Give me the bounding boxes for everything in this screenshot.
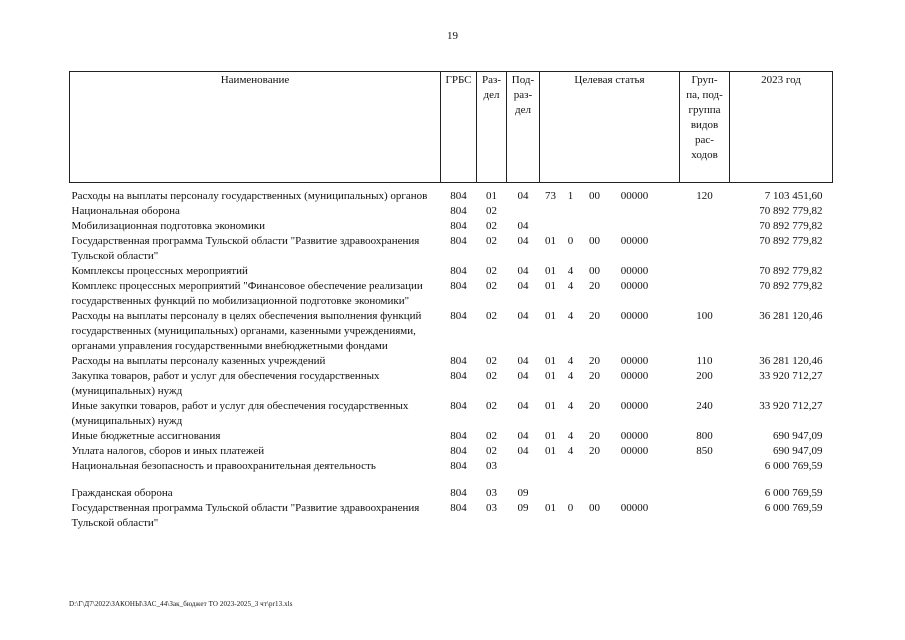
cell-podrazdel	[507, 459, 540, 474]
cell-razdel: 02	[486, 370, 497, 382]
table-row	[70, 459, 833, 474]
cell-target-program: 01	[545, 400, 556, 412]
cell-amount: 6 000 769,59	[764, 487, 823, 499]
cell-podrazdel: 04	[517, 190, 529, 202]
table-row	[70, 429, 833, 444]
cell-blank	[660, 486, 680, 501]
cell-podrazdel: 09	[517, 487, 529, 499]
cell-razdel: 02	[486, 430, 497, 442]
cell-target-direction: 00000	[620, 265, 649, 277]
cell-blank	[660, 429, 680, 444]
cell-target-direction: 00000	[620, 445, 649, 457]
cell-grbs: 804	[450, 355, 467, 367]
cell-target-program: 01	[545, 430, 556, 442]
cell-target-type: 4	[567, 400, 574, 412]
cell-target-program	[540, 219, 562, 234]
cell-expense-type	[680, 234, 730, 264]
cell-target-program: 01	[545, 445, 556, 457]
cell-grbs: 804	[450, 487, 467, 499]
cell-target-group: 20	[589, 310, 600, 322]
page-number: 19	[447, 30, 458, 42]
cell-razdel: 03	[486, 487, 497, 499]
header-podrazdel	[507, 72, 540, 183]
cell-expense-type	[680, 486, 730, 501]
cell-target-program: 01	[545, 310, 556, 322]
cell-podrazdel: 04	[517, 310, 529, 322]
cell-expense-type	[680, 501, 730, 531]
cell-target-direction: 00000	[620, 502, 649, 514]
cell-blank	[660, 189, 680, 204]
cell-target-program: 01	[545, 265, 556, 277]
cell-target-direction: 00000	[620, 370, 649, 382]
cell-razdel: 02	[486, 205, 497, 217]
cell-blank	[660, 369, 680, 399]
cell-expense-type: 110	[696, 355, 713, 367]
cell-podrazdel: 04	[517, 430, 529, 442]
header-year	[730, 72, 833, 183]
header-name	[70, 72, 441, 183]
cell-amount: 70 892 779,82	[759, 235, 823, 247]
cell-amount: 36 281 120,46	[759, 310, 823, 322]
header-vid	[680, 72, 730, 183]
header-year-label: 2023 год	[761, 74, 801, 86]
cell-blank	[660, 399, 680, 429]
cell-razdel: 02	[486, 280, 497, 292]
cell-razdel: 01	[486, 190, 497, 202]
cell-amount: 6 000 769,59	[764, 460, 823, 472]
cell-target-direction: 00000	[620, 190, 649, 202]
cell-name: Гражданская оборона	[71, 487, 173, 499]
cell-name: Расходы на выплаты персоналу казенных учреждений	[71, 355, 326, 367]
cell-amount: 70 892 779,82	[759, 265, 823, 277]
cell-blank	[660, 444, 680, 459]
header-target-label: Целевая статья	[574, 74, 645, 86]
cell-podrazdel: 04	[517, 220, 529, 232]
cell-grbs: 804	[450, 235, 467, 247]
cell-blank	[660, 354, 680, 369]
cell-target-type	[562, 486, 580, 501]
table-row	[70, 354, 833, 369]
cell-name: Иные бюджетные ассигнования	[71, 430, 221, 442]
cell-expense-type: 240	[696, 400, 713, 412]
cell-target-group	[580, 219, 610, 234]
cell-name: Государственная программа Тульской области "Развитие здравоохранения Тульской области"	[71, 502, 420, 529]
header-podrazdel-label: Под- раз- дел	[511, 74, 535, 116]
cell-target-type: 0	[567, 502, 574, 514]
cell-razdel: 03	[486, 502, 497, 514]
header-vid-label: Груп- па, под- группа видов рас- ходов	[686, 74, 723, 161]
table-row	[70, 309, 833, 354]
cell-amount: 33 920 712,27	[759, 400, 823, 412]
cell-podrazdel: 09	[517, 502, 529, 514]
budget-table	[69, 71, 833, 531]
cell-target-direction	[610, 486, 660, 501]
cell-podrazdel: 04	[517, 370, 529, 382]
cell-grbs: 804	[450, 502, 467, 514]
footer-file-path: D:\Г\Д7\2022\ЗАКОНЫ\ЗАС_44\Зак_бюджет ТО 2023-2025_3 чт\pr13.xls	[69, 600, 293, 608]
cell-name: Комплекс процессных мероприятий "Финансовое обеспечение реализации государственных функций по мобилизационной подготовке экономики"	[71, 280, 423, 307]
cell-grbs: 804	[450, 205, 467, 217]
cell-grbs: 804	[450, 400, 467, 412]
header-grbs-label: ГРБС	[445, 74, 472, 86]
cell-grbs: 804	[450, 265, 467, 277]
cell-target-group: 20	[589, 445, 600, 457]
cell-expense-type	[680, 279, 730, 309]
cell-expense-type	[680, 459, 730, 474]
cell-expense-type: 120	[696, 190, 713, 202]
cell-grbs: 804	[450, 220, 467, 232]
cell-blank	[660, 279, 680, 309]
cell-amount: 36 281 120,46	[759, 355, 823, 367]
cell-blank	[660, 204, 680, 219]
cell-target-group: 00	[589, 235, 600, 247]
table-row	[70, 204, 833, 219]
cell-grbs: 804	[450, 280, 467, 292]
cell-expense-type: 100	[696, 310, 713, 322]
cell-target-program: 01	[545, 355, 556, 367]
cell-razdel: 02	[486, 400, 497, 412]
cell-amount: 690 947,09	[773, 445, 823, 457]
header-razdel	[477, 72, 507, 183]
cell-name: Мобилизационная подготовка экономики	[71, 220, 266, 232]
cell-target-group: 20	[589, 355, 600, 367]
cell-target-program: 01	[545, 502, 556, 514]
cell-target-direction: 00000	[620, 430, 649, 442]
cell-amount: 70 892 779,82	[759, 220, 823, 232]
cell-target-type: 1	[567, 190, 574, 202]
header-razdel-label: Раз- дел	[481, 74, 501, 101]
cell-target-direction	[610, 219, 660, 234]
table-row	[70, 279, 833, 309]
cell-razdel: 02	[486, 355, 497, 367]
cell-razdel: 02	[486, 220, 497, 232]
cell-podrazdel: 04	[517, 355, 529, 367]
cell-podrazdel: 04	[517, 445, 529, 457]
cell-name: Национальная оборона	[71, 205, 180, 217]
cell-target-group	[580, 204, 610, 219]
cell-podrazdel: 04	[517, 400, 529, 412]
table-row	[70, 444, 833, 459]
cell-target-type: 4	[567, 310, 574, 322]
cell-target-type: 4	[567, 370, 574, 382]
cell-expense-type: 850	[696, 445, 713, 457]
cell-name: Государственная программа Тульской области "Развитие здравоохранения Тульской области"	[71, 235, 420, 262]
cell-blank	[660, 459, 680, 474]
table-body	[70, 183, 833, 532]
header-grbs	[441, 72, 477, 183]
cell-grbs: 804	[450, 445, 467, 457]
cell-podrazdel	[507, 204, 540, 219]
table-row	[70, 264, 833, 279]
cell-target-group: 00	[589, 190, 600, 202]
cell-target-program	[540, 459, 562, 474]
cell-target-type: 0	[567, 235, 574, 247]
cell-name: Закупка товаров, работ и услуг для обеспечения государственных (муниципальных) нужд	[71, 370, 380, 397]
cell-target-program	[540, 486, 562, 501]
cell-podrazdel: 04	[517, 265, 529, 277]
cell-target-program: 01	[545, 370, 556, 382]
cell-target-program: 01	[545, 280, 556, 292]
header-target	[540, 72, 680, 183]
cell-blank	[660, 264, 680, 279]
table-row	[70, 501, 833, 531]
cell-name: Расходы на выплаты персоналу в целях обеспечения выполнения функций государственных (муниципальных) органами, казенными учреждениями, органами управления государственными внебюджетными фондами	[71, 310, 422, 352]
gap-cell	[70, 474, 833, 486]
cell-blank	[660, 309, 680, 354]
table-row	[70, 219, 833, 234]
cell-target-type	[562, 219, 580, 234]
cell-amount: 70 892 779,82	[759, 205, 823, 217]
cell-razdel: 02	[486, 445, 497, 457]
cell-amount: 70 892 779,82	[759, 280, 823, 292]
cell-name: Расходы на выплаты персоналу государственных (муниципальных) органов	[71, 190, 428, 202]
cell-name: Комплексы процессных мероприятий	[71, 265, 248, 277]
cell-target-program: 73	[545, 190, 556, 202]
table-row	[70, 369, 833, 399]
cell-grbs: 804	[450, 190, 467, 202]
table-header-row	[70, 72, 833, 183]
cell-grbs: 804	[450, 430, 467, 442]
cell-target-direction: 00000	[620, 400, 649, 412]
cell-target-type: 4	[567, 355, 574, 367]
cell-amount: 33 920 712,27	[759, 370, 823, 382]
cell-target-program	[540, 204, 562, 219]
cell-blank	[660, 219, 680, 234]
cell-podrazdel: 04	[517, 235, 529, 247]
cell-razdel: 02	[486, 265, 497, 277]
cell-target-group: 00	[589, 502, 600, 514]
cell-target-direction: 00000	[620, 310, 649, 322]
cell-expense-type	[680, 264, 730, 279]
cell-target-group: 00	[589, 265, 600, 277]
cell-target-type	[562, 204, 580, 219]
cell-blank	[660, 234, 680, 264]
cell-amount: 6 000 769,59	[764, 502, 823, 514]
cell-razdel: 02	[486, 235, 497, 247]
cell-target-type: 4	[567, 265, 574, 277]
cell-target-direction: 00000	[620, 280, 649, 292]
cell-target-group: 20	[589, 370, 600, 382]
table-row	[70, 189, 833, 204]
cell-target-type: 4	[567, 445, 574, 457]
cell-target-type: 4	[567, 430, 574, 442]
header-name-label: Наименование	[220, 74, 290, 86]
gap-row	[70, 474, 833, 486]
cell-target-group: 20	[589, 430, 600, 442]
cell-expense-type	[680, 204, 730, 219]
cell-target-group	[580, 459, 610, 474]
cell-target-program: 01	[545, 235, 556, 247]
cell-target-group	[580, 486, 610, 501]
cell-target-group: 20	[589, 280, 600, 292]
cell-expense-type	[680, 219, 730, 234]
cell-amount: 7 103 451,60	[764, 190, 823, 202]
cell-blank	[660, 501, 680, 531]
cell-target-type: 4	[567, 280, 574, 292]
cell-target-type	[562, 459, 580, 474]
cell-target-direction: 00000	[620, 235, 649, 247]
table-row	[70, 486, 833, 501]
cell-grbs: 804	[450, 460, 467, 472]
cell-target-direction: 00000	[620, 355, 649, 367]
cell-name: Иные закупки товаров, работ и услуг для обеспечения государственных (муниципальных) нужд	[71, 400, 409, 427]
cell-grbs: 804	[450, 310, 467, 322]
cell-amount: 690 947,09	[773, 430, 823, 442]
cell-target-direction	[610, 459, 660, 474]
cell-target-group: 20	[589, 400, 600, 412]
cell-name: Уплата налогов, сборов и иных платежей	[71, 445, 265, 457]
cell-razdel: 03	[486, 460, 497, 472]
table-row	[70, 399, 833, 429]
cell-razdel: 02	[486, 310, 497, 322]
cell-target-direction	[610, 204, 660, 219]
cell-expense-type: 200	[696, 370, 713, 382]
cell-podrazdel: 04	[517, 280, 529, 292]
cell-name: Национальная безопасность и правоохранительная деятельность	[71, 460, 376, 472]
table-row	[70, 234, 833, 264]
cell-expense-type: 800	[696, 430, 713, 442]
cell-grbs: 804	[450, 370, 467, 382]
